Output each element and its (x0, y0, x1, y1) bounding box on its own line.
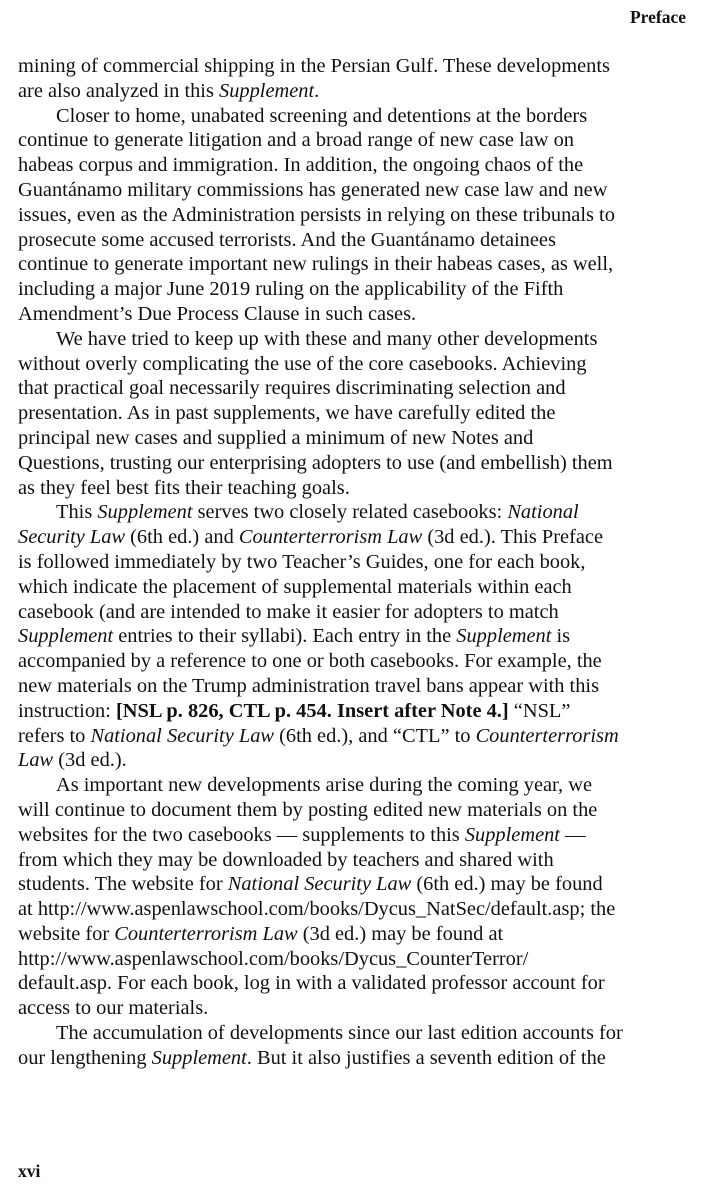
text-line (18, 649, 690, 674)
text-run: Closer to home, unabated screening and detentions at the borders (56, 104, 588, 127)
text-run: “NSL” (508, 699, 571, 722)
text-run: habeas corpus and immigration. In addition, the ongoing chaos of the (18, 154, 584, 177)
italic-run: Supplement (151, 1046, 247, 1069)
text-run: . But it also justifies a seventh edition of the (246, 1046, 606, 1069)
text-line (18, 575, 690, 600)
italic-run: Security Law (18, 526, 126, 549)
text-run: issues, even as the Administration persists in relying on these tribunals to (18, 203, 615, 226)
text-run: will continue to document them by posting edited new materials on the (18, 798, 598, 821)
text-run: This (56, 501, 98, 524)
text-run: continue to generate important new rulings in their habeas cases, as well, (18, 253, 614, 276)
text-run: mining of commercial shipping in the Persian Gulf. These developments (18, 55, 610, 77)
italic-run: National (507, 501, 579, 524)
text-line (18, 1021, 690, 1046)
italic-run: Counterterrorism Law (114, 922, 298, 945)
text-run: accompanied by a reference to one or both casebooks. For example, the (18, 650, 602, 673)
text-run: Guantánamo military commissions has generated new case law and new (18, 178, 608, 201)
text-line (18, 798, 690, 823)
text-run: casebook (and are intended to make it easier for adopters to match (18, 600, 559, 623)
text-line (18, 996, 690, 1021)
text-run: http://www.aspenlawschool.com/books/Dycus_CounterTerror/ (18, 947, 529, 970)
text-run: . (314, 79, 320, 102)
text-line (18, 500, 690, 525)
text-run: refers to (18, 724, 91, 747)
italic-run: Supplement (18, 625, 114, 648)
text-line (18, 823, 690, 848)
italic-run: Law (18, 749, 54, 772)
text-line (18, 104, 690, 129)
text-run: presentation. As in past supplements, we have carefully edited the (18, 402, 556, 425)
text-line (18, 550, 690, 575)
text-line (18, 724, 690, 749)
preface-body-text (18, 54, 690, 1071)
text-line (18, 203, 690, 228)
italic-run: National Security Law (90, 724, 274, 747)
text-run: (6th ed.), and “CTL” to (274, 724, 476, 747)
text-run: instruction: (18, 699, 116, 722)
text-run: The accumulation of developments since our last edition accounts for (56, 1022, 623, 1045)
text-run: are also analyzed in this (18, 79, 219, 102)
bold-run: [NSL p. 826, CTL p. 454. Insert after Note 4.] (115, 699, 509, 722)
text-line (18, 872, 690, 897)
text-line (18, 525, 690, 550)
text-run: students. The website for (18, 873, 228, 896)
text-run: principal new cases and supplied a minimum of new Notes and (18, 426, 534, 449)
text-line (18, 674, 690, 699)
text-line (18, 178, 690, 203)
text-line (18, 401, 690, 426)
text-run: is followed immediately by two Teacher’s Guides, one for each book, (18, 550, 586, 573)
text-run: at http://www.aspenlawschool.com/books/Dycus_NatSec/default.asp; the (18, 898, 616, 921)
text-line (18, 600, 690, 625)
text-line (18, 376, 690, 401)
text-line (18, 897, 690, 922)
italic-run: Supplement (219, 79, 315, 102)
text-run: that practical goal necessarily requires discriminating selection and (18, 377, 566, 400)
text-run: from which they may be downloaded by teachers and shared with (18, 848, 554, 871)
text-run: (3d ed.). This Preface (422, 526, 604, 549)
text-line (18, 277, 690, 302)
text-run: — (559, 823, 586, 846)
italic-run: Counterterrorism (475, 724, 619, 747)
text-run: Questions, trusting our enterprising adopters to use (and embellish) them (18, 451, 613, 474)
text-run: (6th ed.) may be found (411, 873, 603, 896)
text-line (18, 699, 690, 724)
text-line (18, 476, 690, 501)
text-run: We have tried to keep up with these and many other developments (56, 327, 598, 350)
italic-run: Supplement (464, 823, 560, 846)
text-line (18, 748, 690, 773)
text-line (18, 971, 690, 996)
text-run: (6th ed.) and (125, 526, 239, 549)
text-run: is (551, 625, 571, 648)
italic-run: Counterterrorism Law (238, 526, 423, 549)
text-line (18, 848, 690, 873)
text-line (18, 153, 690, 178)
text-run: (3d ed.) may be found at (297, 922, 504, 945)
text-line (18, 352, 690, 377)
text-run: including a major June 2019 ruling on the applicability of the Fifth (18, 278, 564, 301)
text-run: serves two closely related casebooks: (192, 501, 508, 524)
text-line (18, 228, 690, 253)
text-run: without overly complicating the use of the core casebooks. Achieving (18, 352, 587, 375)
text-line (18, 1046, 690, 1071)
text-line (18, 327, 690, 352)
text-run: as they feel best fits their teaching goals. (18, 476, 350, 499)
text-run: continue to generate litigation and a broad range of new case law on (18, 129, 574, 152)
text-line (18, 922, 690, 947)
text-run: (3d ed.). (53, 749, 127, 772)
text-line (18, 128, 690, 153)
text-run: Amendment’s Due Process Clause in such cases. (18, 302, 417, 325)
text-run: prosecute some accused terrorists. And the Guantánamo detainees (18, 228, 556, 251)
italic-run: Supplement (456, 625, 552, 648)
text-run: website for (18, 922, 115, 945)
text-line (18, 947, 690, 972)
italic-run: Supplement (97, 501, 193, 524)
text-line (18, 302, 690, 327)
text-line (18, 426, 690, 451)
text-line (18, 79, 690, 104)
text-run: access to our materials. (18, 997, 209, 1020)
page-number: xvi (18, 1161, 41, 1181)
text-run: new materials on the Trump administration travel bans appear with this (18, 674, 600, 697)
text-run: websites for the two casebooks — supplements to this (18, 823, 465, 846)
text-run: As important new developments arise during the coming year, we (56, 774, 592, 797)
running-header: Preface (629, 7, 686, 27)
text-run: entries to their syllabi). Each entry in the (113, 625, 457, 648)
text-run: our lengthening (18, 1046, 152, 1069)
text-line (18, 252, 690, 277)
italic-run: National Security Law (227, 873, 412, 896)
text-run: default.asp. For each book, log in with a validated professor account for (18, 972, 605, 995)
text-line (18, 624, 690, 649)
text-line (18, 773, 690, 798)
text-line (18, 54, 690, 79)
text-run: which indicate the placement of supplemental materials within each (18, 575, 572, 598)
text-line (18, 451, 690, 476)
